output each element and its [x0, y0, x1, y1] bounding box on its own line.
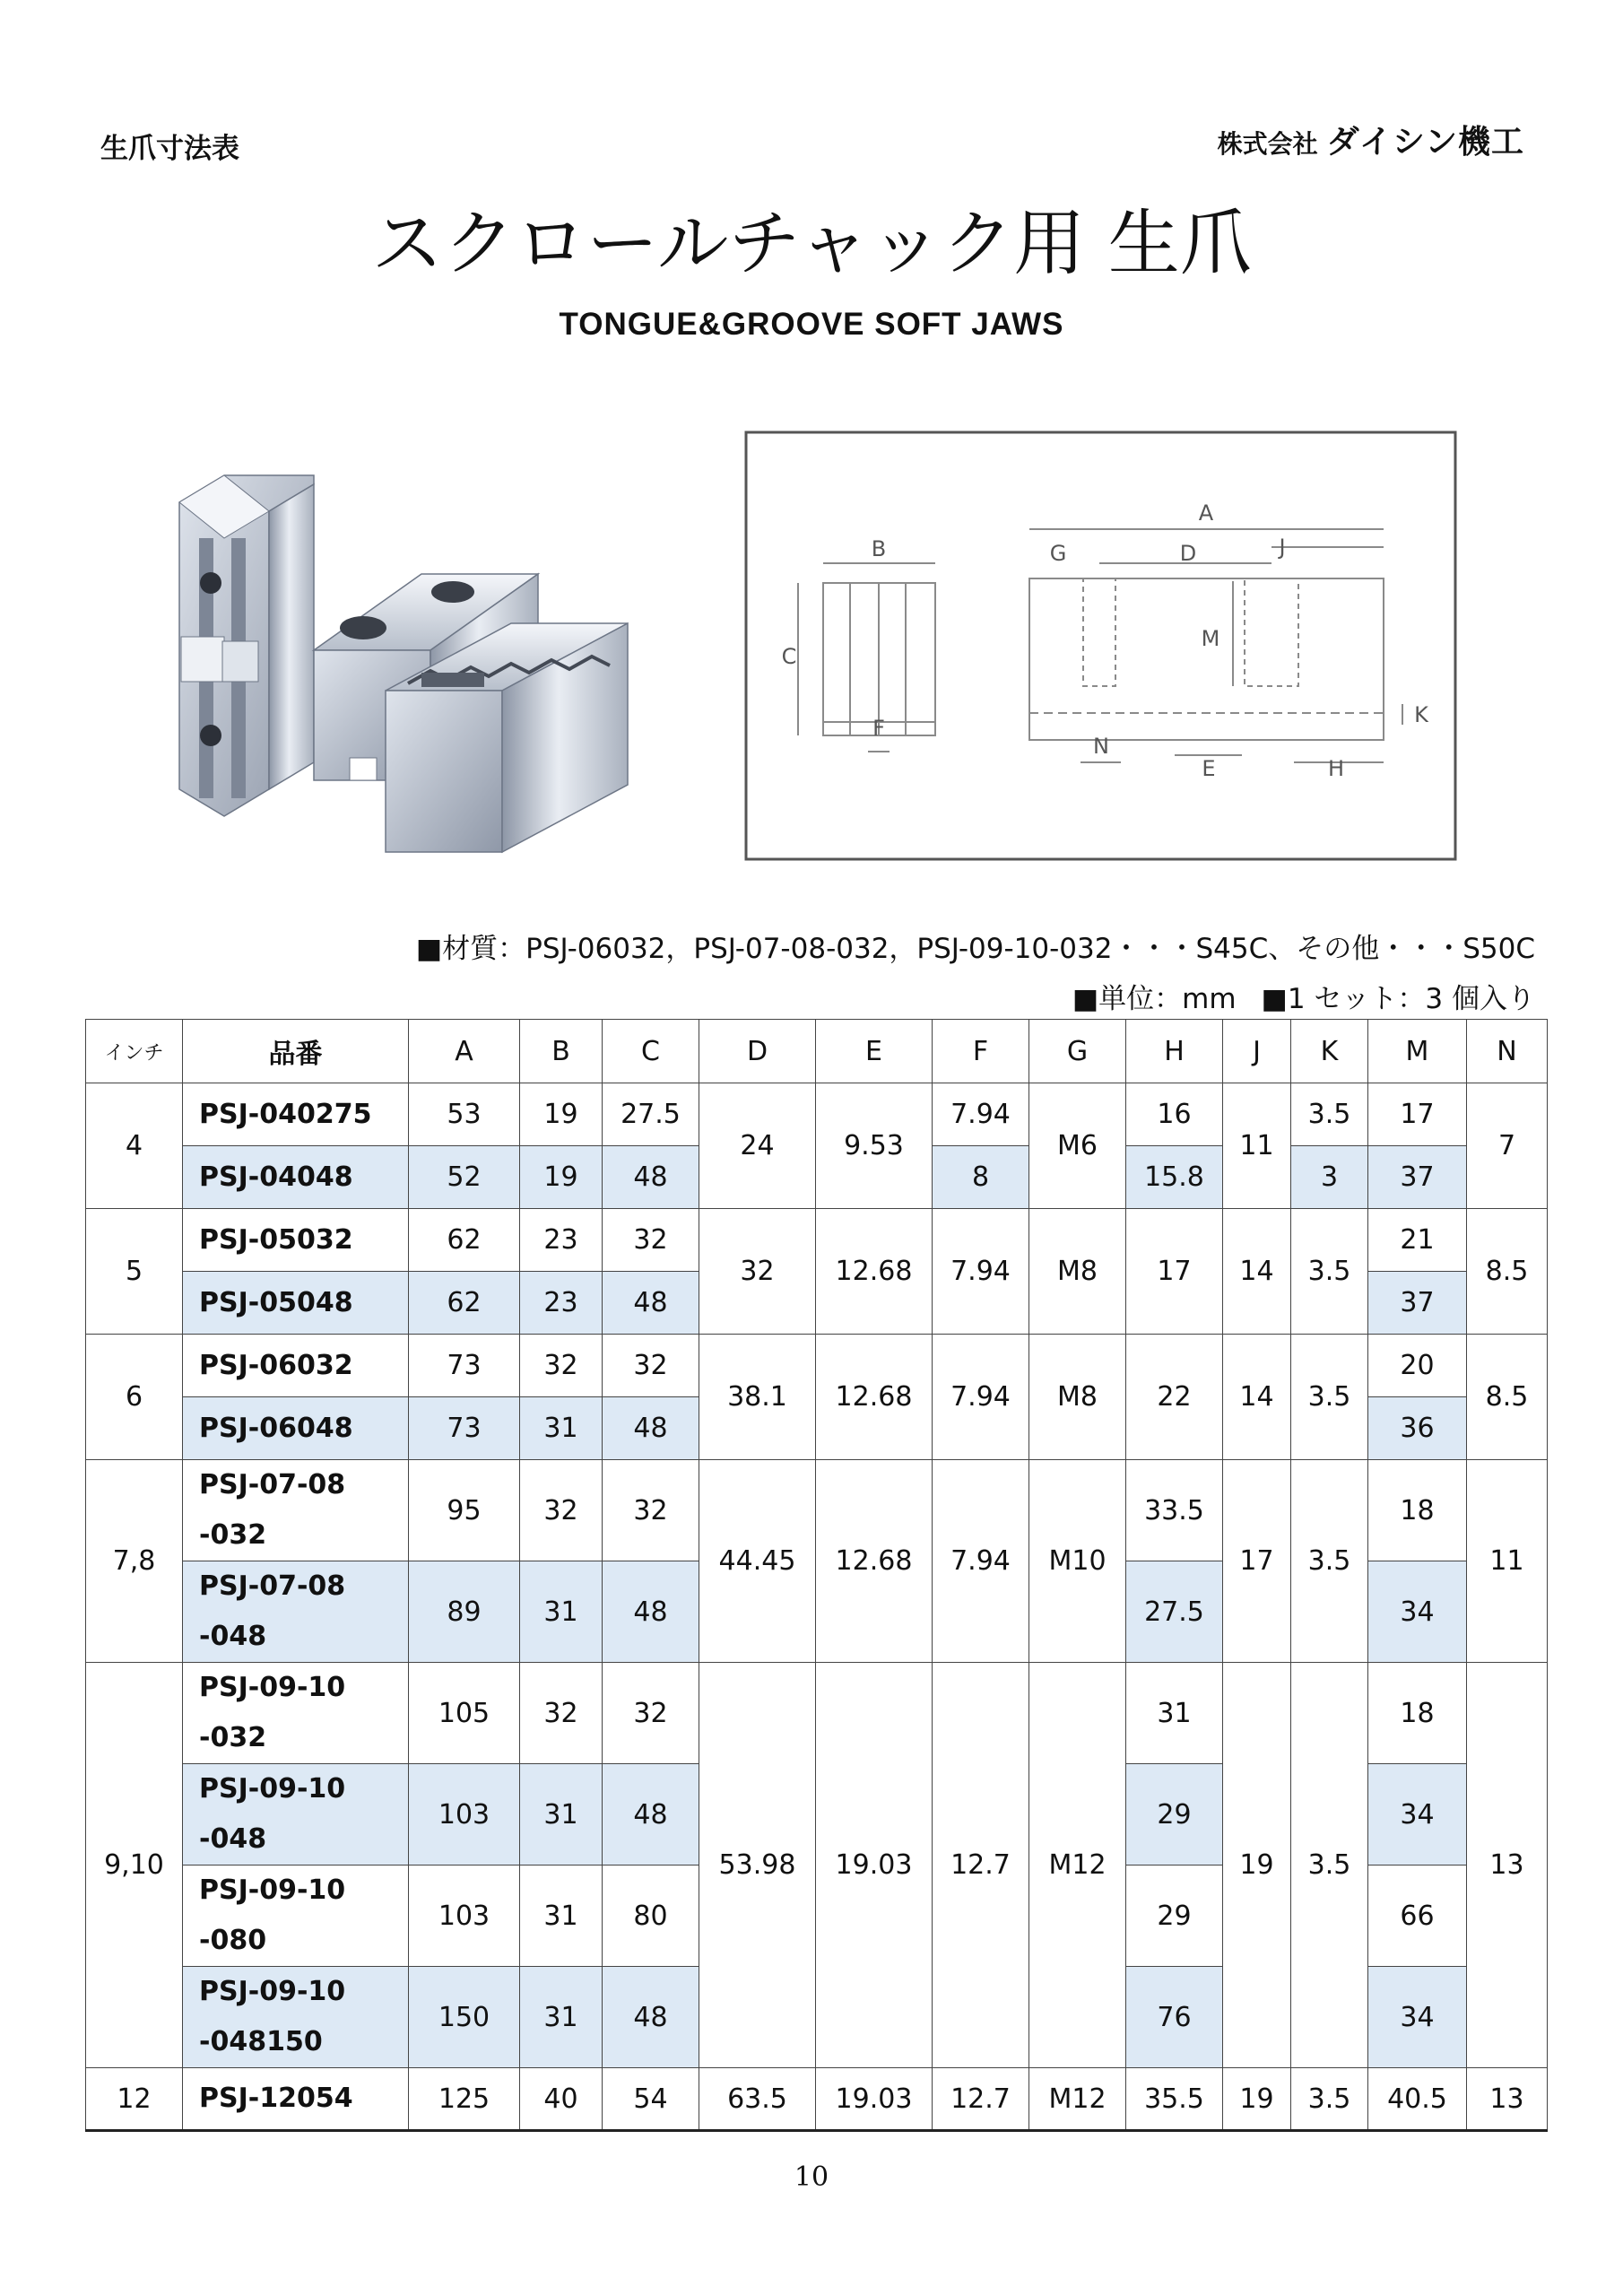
diagram-label-m: M [1201, 626, 1220, 651]
cell-m: 34 [1368, 1561, 1467, 1663]
part-number-line-2: -048 [199, 1621, 267, 1652]
cell-m: 37 [1368, 1146, 1467, 1209]
company-prefix: 株式会社 [1217, 129, 1318, 159]
header-j: J [1223, 1020, 1291, 1083]
diagram-label-c: C [781, 644, 797, 669]
cell-b: 23 [520, 1272, 603, 1335]
cell-part-number: PSJ-05032 [183, 1209, 409, 1272]
table-row [86, 1083, 1548, 1146]
cell-b: 32 [520, 1460, 603, 1561]
cell-b: 19 [520, 1083, 603, 1146]
part-number-line-2: -048150 [199, 2026, 323, 2057]
cell-m: 18 [1368, 1663, 1467, 1764]
cell-c: 32 [603, 1663, 699, 1764]
cell-n: 11 [1467, 1460, 1548, 1663]
table-row [86, 1335, 1548, 1397]
diagram-label-a: A [1198, 500, 1214, 526]
header-m: M [1368, 1020, 1467, 1083]
cell-b: 19 [520, 1146, 603, 1209]
cell-m: 36 [1368, 1397, 1467, 1460]
cell-g: M8 [1029, 1209, 1126, 1335]
part-number-line-2: -048 [199, 1823, 267, 1855]
cell-part-number: PSJ-12054 [183, 2068, 409, 2131]
cell-h: 22 [1126, 1335, 1223, 1460]
page-subtitle: TONGUE&GROOVE SOFT JAWS [559, 307, 1064, 342]
document-label: 生爪寸法表 [100, 133, 239, 165]
cell-m: 18 [1368, 1460, 1467, 1561]
cell-n: 13 [1467, 2068, 1548, 2131]
cell-g: M8 [1029, 1335, 1126, 1460]
cell-part-number [183, 1764, 409, 1866]
cell-m: 40.5 [1368, 2068, 1467, 2131]
cell-m: 34 [1368, 1967, 1467, 2068]
part-number-line-2: -032 [199, 1519, 267, 1551]
cell-e: 12.68 [816, 1209, 933, 1335]
cell-c: 80 [603, 1866, 699, 1967]
cell-f: 7.94 [933, 1460, 1029, 1663]
cell-a: 125 [409, 2068, 520, 2131]
header-d: D [699, 1020, 816, 1083]
table-row [86, 2068, 1548, 2131]
cell-a: 103 [409, 1866, 520, 1967]
cell-d: 53.98 [699, 1663, 816, 2068]
diagram-label-e: E [1202, 756, 1216, 781]
table-row [86, 1209, 1548, 1272]
cell-a: 62 [409, 1209, 520, 1272]
cell-m: 37 [1368, 1272, 1467, 1335]
cell-f: 8 [933, 1146, 1029, 1209]
cell-c: 48 [603, 1967, 699, 2068]
cell-a: 95 [409, 1460, 520, 1561]
cell-b: 23 [520, 1209, 603, 1272]
diagram-frame [746, 432, 1455, 859]
cell-f: 12.7 [933, 1663, 1029, 2068]
cell-j: 14 [1223, 1209, 1291, 1335]
cell-k: 3.5 [1291, 1209, 1368, 1335]
header-k: K [1291, 1020, 1368, 1083]
cell-h: 27.5 [1126, 1561, 1223, 1663]
cell-c: 32 [603, 1335, 699, 1397]
cell-a: 62 [409, 1272, 520, 1335]
part-number-line-1: PSJ-07-08 [199, 1469, 346, 1500]
cell-h: 15.8 [1126, 1146, 1223, 1209]
cell-g: M12 [1029, 2068, 1126, 2131]
cell-c: 48 [603, 1397, 699, 1460]
cell-inch: 7,8 [86, 1460, 183, 1663]
cell-n: 7 [1467, 1083, 1548, 1209]
unit-note-line [1072, 976, 1535, 1016]
cell-part-number [183, 1967, 409, 2068]
cell-b: 31 [520, 1561, 603, 1663]
cell-m: 21 [1368, 1209, 1467, 1272]
diagram-label-j: J [1279, 535, 1286, 560]
cell-f: 7.94 [933, 1083, 1029, 1146]
diagram-label-f: F [872, 716, 885, 741]
cell-h: 31 [1126, 1663, 1223, 1764]
header-h: H [1126, 1020, 1223, 1083]
cell-part-number [183, 1866, 409, 1967]
cell-h: 33.5 [1126, 1460, 1223, 1561]
cell-part-number: PSJ-040275 [183, 1083, 409, 1146]
cell-b: 31 [520, 1866, 603, 1967]
cell-inch: 5 [86, 1209, 183, 1335]
header-f: F [933, 1020, 1029, 1083]
header-a: A [409, 1020, 520, 1083]
cell-j: 19 [1223, 1663, 1291, 2068]
cell-f: 7.94 [933, 1335, 1029, 1460]
cell-d: 32 [699, 1209, 816, 1335]
cell-b: 31 [520, 1764, 603, 1866]
part-number-line-1: PSJ-09-10 [199, 1976, 346, 2007]
cell-h: 35.5 [1126, 2068, 1223, 2131]
cell-h: 29 [1126, 1764, 1223, 1866]
cell-part-number [183, 1663, 409, 1764]
table-header-row [86, 1020, 1548, 1083]
cell-part-number: PSJ-06048 [183, 1397, 409, 1460]
cell-g: M6 [1029, 1083, 1126, 1209]
cell-k: 3.5 [1291, 1460, 1368, 1663]
cell-c: 32 [603, 1209, 699, 1272]
jaw-upright [179, 475, 314, 816]
cell-j: 14 [1223, 1335, 1291, 1460]
diagram-label-g: G [1049, 541, 1067, 566]
cell-h: 76 [1126, 1967, 1223, 2068]
cell-b: 40 [520, 2068, 603, 2131]
cell-m: 17 [1368, 1083, 1467, 1146]
material-note: ■材質：PSJ-06032，PSJ-07-08-032，PSJ-09-10-032・・・S45C、その他・・・S50C [415, 933, 1535, 965]
company-logo [1218, 117, 1524, 162]
diagram-label-h: H [1327, 756, 1345, 781]
cell-b: 31 [520, 1967, 603, 2068]
diagram-label-d: D [1179, 541, 1197, 566]
cell-part-number: PSJ-05048 [183, 1272, 409, 1335]
cell-c: 48 [603, 1272, 699, 1335]
header-e: E [816, 1020, 933, 1083]
cell-d: 24 [699, 1083, 816, 1209]
cell-k: 3.5 [1291, 1663, 1368, 2068]
cell-part-number [183, 1460, 409, 1561]
cell-f: 12.7 [933, 2068, 1029, 2131]
cell-k: 3.5 [1291, 1335, 1368, 1460]
cell-k: 3 [1291, 1146, 1368, 1209]
cell-part-number: PSJ-06032 [183, 1335, 409, 1397]
set-note: ■1 セット：3 個入り [1261, 983, 1535, 1015]
header-g: G [1029, 1020, 1126, 1083]
header-n: N [1467, 1020, 1548, 1083]
cell-c: 48 [603, 1146, 699, 1209]
page-number: 10 [794, 2161, 829, 2193]
header-inch: インチ [86, 1020, 183, 1083]
cell-c: 54 [603, 2068, 699, 2131]
cell-n: 8.5 [1467, 1335, 1548, 1460]
cell-a: 89 [409, 1561, 520, 1663]
diagram-label-b: B [871, 536, 887, 561]
cell-j: 11 [1223, 1083, 1291, 1209]
part-number-line-1: PSJ-09-10 [199, 1874, 346, 1906]
cell-inch: 9,10 [86, 1663, 183, 2068]
cell-c: 27.5 [603, 1083, 699, 1146]
cell-m: 66 [1368, 1866, 1467, 1967]
cell-e: 19.03 [816, 1663, 933, 2068]
diagram-label-k: K [1414, 702, 1428, 727]
cell-h: 29 [1126, 1866, 1223, 1967]
part-number-line-1: PSJ-09-10 [199, 1773, 346, 1805]
cell-h: 17 [1126, 1209, 1223, 1335]
cell-k: 3.5 [1291, 2068, 1368, 2131]
cell-a: 73 [409, 1335, 520, 1397]
cell-a: 103 [409, 1764, 520, 1866]
company-name: ダイシン機工 [1326, 124, 1524, 161]
dimension-table [85, 1019, 1548, 2132]
table-row [86, 1460, 1548, 1561]
cell-d: 38.1 [699, 1335, 816, 1460]
cell-e: 19.03 [816, 2068, 933, 2131]
cell-inch: 12 [86, 2068, 183, 2131]
part-number-line-1: PSJ-09-10 [199, 1672, 346, 1703]
cell-part-number: PSJ-04048 [183, 1146, 409, 1209]
header-b: B [520, 1020, 603, 1083]
cell-a: 53 [409, 1083, 520, 1146]
cell-f: 7.94 [933, 1209, 1029, 1335]
table-row [86, 1663, 1548, 1764]
dimension-diagram [744, 430, 1457, 861]
header-c: C [603, 1020, 699, 1083]
cell-j: 17 [1223, 1460, 1291, 1663]
cell-a: 105 [409, 1663, 520, 1764]
cell-e: 12.68 [816, 1335, 933, 1460]
header-part-number: 品番 [183, 1020, 409, 1083]
part-number-line-1: PSJ-07-08 [199, 1570, 346, 1602]
cell-inch: 6 [86, 1335, 183, 1460]
cell-d: 63.5 [699, 2068, 816, 2131]
cell-k: 3.5 [1291, 1083, 1368, 1146]
soft-jaws-photo [161, 448, 690, 861]
cell-g: M12 [1029, 1663, 1126, 2068]
part-number-line-2: -032 [199, 1722, 267, 1753]
cell-g: M10 [1029, 1460, 1126, 1663]
diagram-label-n: N [1093, 734, 1109, 759]
cell-a: 52 [409, 1146, 520, 1209]
cell-d: 44.45 [699, 1460, 816, 1663]
cell-a: 73 [409, 1397, 520, 1460]
cell-b: 31 [520, 1397, 603, 1460]
cell-e: 12.68 [816, 1460, 933, 1663]
cell-j: 19 [1223, 2068, 1291, 2131]
page-title: スクロールチャック用 生爪 [371, 202, 1252, 285]
cell-h: 16 [1126, 1083, 1223, 1146]
unit-note: ■単位：mm [1072, 983, 1237, 1015]
cell-n: 8.5 [1467, 1209, 1548, 1335]
cell-e: 9.53 [816, 1083, 933, 1209]
cell-c: 48 [603, 1561, 699, 1663]
cell-inch: 4 [86, 1083, 183, 1209]
cell-c: 48 [603, 1764, 699, 1866]
cell-m: 20 [1368, 1335, 1467, 1397]
cell-a: 150 [409, 1967, 520, 2068]
cell-b: 32 [520, 1663, 603, 1764]
cell-b: 32 [520, 1335, 603, 1397]
cell-m: 34 [1368, 1764, 1467, 1866]
cell-n: 13 [1467, 1663, 1548, 2068]
cell-part-number [183, 1561, 409, 1663]
part-number-line-2: -080 [199, 1925, 267, 1956]
cell-c: 32 [603, 1460, 699, 1561]
